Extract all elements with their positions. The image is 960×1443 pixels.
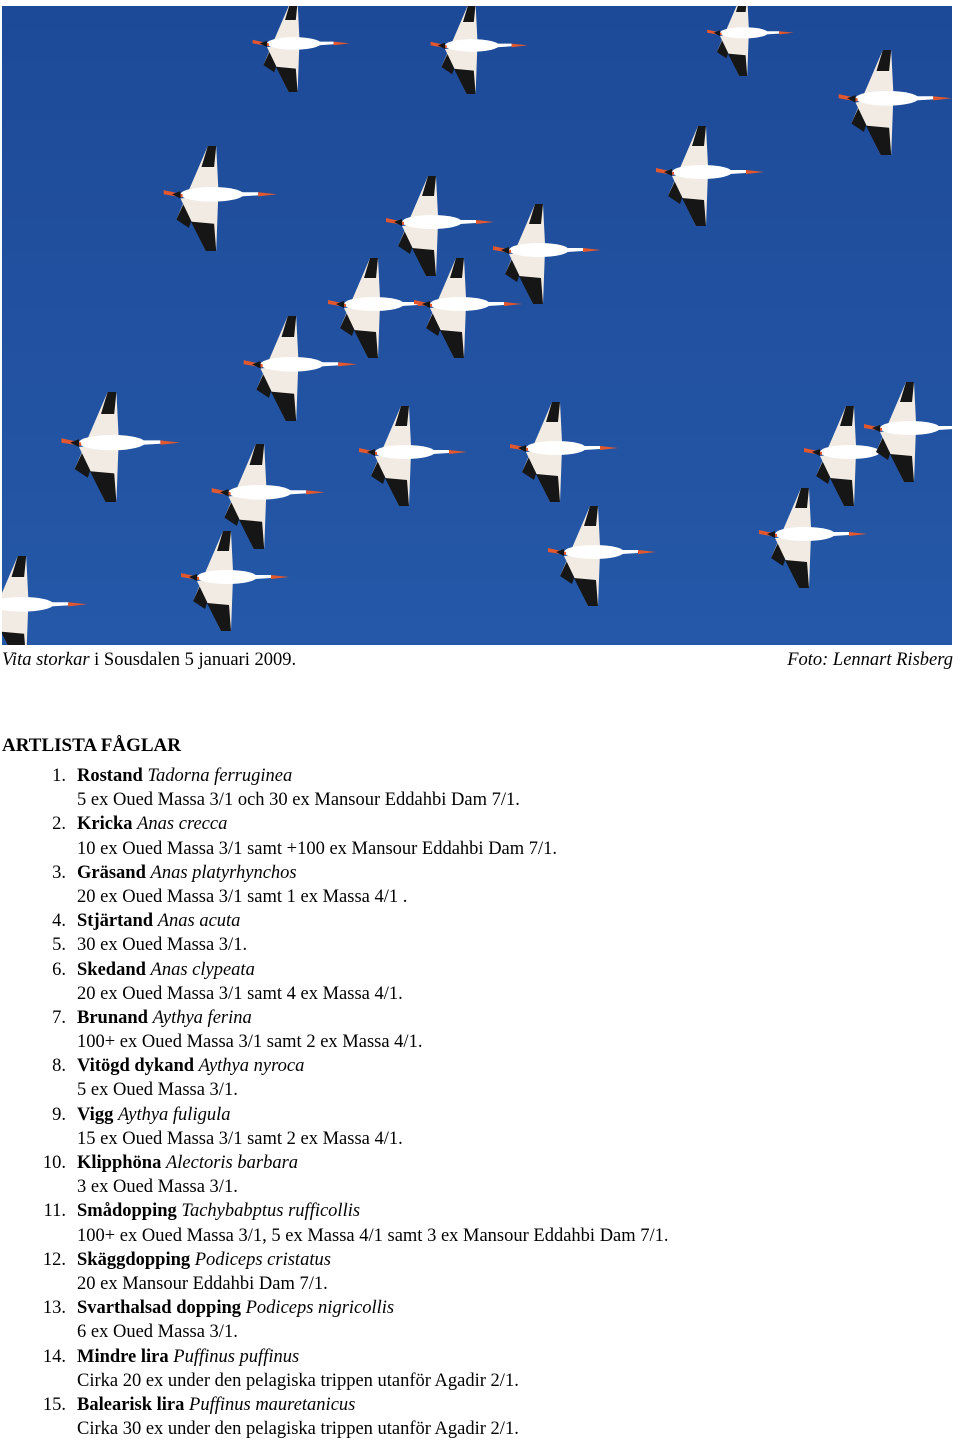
species-heading [77,1393,958,1417]
species-item [0,1054,958,1102]
species-scientific-name: Aythya fuligula [117,1104,231,1125]
species-number: 8. [52,1056,66,1077]
species-heading [77,764,958,788]
species-item [0,1151,958,1199]
species-heading [77,1006,958,1030]
species-scientific-name: Podiceps cristatus [194,1249,331,1270]
species-common-name: Vitögd dykand [77,1056,195,1077]
species-heading [77,812,958,836]
species-common-name: Vigg [77,1104,114,1125]
species-heading [77,1296,958,1320]
species-observation: 5 ex Oued Massa 3/1. [77,1080,238,1101]
species-heading [77,1054,958,1078]
species-number: 2. [52,814,66,835]
species-common-name: Balearisk lira [77,1394,185,1415]
caption-location-date: i Sousdalen 5 januari 2009. [89,650,297,670]
species-scientific-name: Tadorna ferruginea [147,766,293,786]
species-observation: 100+ ex Oued Massa 3/1 samt 2 ex Massa 4/1. [77,1032,423,1053]
species-item [0,909,958,933]
species-number: 7. [52,1007,66,1028]
caption-species: Vita storkar [2,650,90,670]
species-scientific-name: Anas crecca [137,814,228,835]
species-number: 13. [42,1298,66,1319]
species-number: 9. [52,1104,66,1125]
species-common-name: Brunand [77,1007,148,1028]
species-common-name: Skedand [77,959,146,980]
species-list [0,764,958,1441]
species-item [0,861,958,909]
species-observation: 20 ex Oued Massa 3/1 samt 1 ex Massa 4/1 . [77,886,408,907]
species-scientific-name: Aythya nyroca [198,1056,305,1077]
species-common-name: Mindre lira [77,1346,169,1367]
species-scientific-name: Anas acuta [157,911,241,932]
species-observation: 20 ex Mansour Eddahbi Dam 7/1. [77,1273,328,1294]
species-scientific-name: Aythya ferina [152,1007,252,1028]
photo-caption [2,648,953,672]
caption-text [2,648,296,672]
species-item [0,1296,958,1344]
species-common-name: Stjärtand [77,911,154,932]
species-item [0,812,958,860]
species-common-name: Klipphöna [77,1153,162,1173]
species-scientific-name: Podiceps nigricollis [245,1298,395,1319]
species-scientific-name: Alectoris barbara [165,1153,299,1173]
species-item [0,1248,958,1296]
species-number: 6. [52,959,66,980]
photo-credit: Foto: Lennart Risberg [787,650,953,670]
species-number: 11. [43,1201,66,1222]
species-heading [77,1199,958,1223]
species-observation: 5 ex Oued Massa 3/1 och 30 ex Mansour Eddahbi Dam 7/1. [77,790,520,811]
species-item [0,958,958,1006]
species-heading [77,861,958,885]
species-common-name: Kricka [77,814,133,835]
storks-photo [2,6,952,645]
species-common-name: Skäggdopping [77,1249,191,1270]
species-heading [77,1248,958,1272]
species-observation: Cirka 20 ex under den pelagiska trippen utanför Agadir 2/1. [77,1370,519,1391]
species-heading [77,1103,958,1127]
species-number: 1. [52,766,66,786]
species-heading [77,958,958,982]
species-scientific-name: Puffinus mauretanicus [189,1394,356,1415]
species-observation: 15 ex Oued Massa 3/1 samt 2 ex Massa 4/1. [77,1128,403,1149]
species-number: 10. [42,1153,66,1173]
species-common-name: Svarthalsad dopping [77,1298,241,1319]
species-item [0,764,958,812]
species-number: 3. [52,862,66,883]
species-common-name: Rostand [77,766,143,786]
species-item [0,1393,958,1441]
species-scientific-name: Puffinus puffinus [173,1346,300,1367]
species-heading [77,1151,958,1175]
species-observation: 3 ex Oued Massa 3/1. [77,1177,238,1198]
species-item [0,933,958,957]
species-scientific-name: Tachybabptus rufficollis [181,1201,361,1222]
species-observation: 10 ex Oued Massa 3/1 samt +100 ex Mansour Eddahbi Dam 7/1. [77,838,558,859]
species-scientific-name: Anas clypeata [150,959,255,980]
species-observation: Cirka 30 ex under den pelagiska trippen utanför Agadir 2/1. [77,1419,519,1440]
species-observation: 30 ex Oued Massa 3/1. [77,935,248,956]
species-item [0,1345,958,1393]
species-number: 14. [42,1346,66,1367]
section-title: ARTLISTA FÅGLAR [2,735,181,756]
species-observation: 100+ ex Oued Massa 3/1, 5 ex Massa 4/1 samt 3 ex Mansour Eddahbi Dam 7/1. [77,1225,669,1246]
species-number: 4. [52,911,66,932]
species-heading [77,909,958,933]
species-number: 5. [52,935,66,956]
species-item [0,1006,958,1054]
species-heading [77,1345,958,1369]
species-observation: 6 ex Oued Massa 3/1. [77,1322,238,1343]
species-common-name: Gräsand [77,862,146,883]
species-observation: 20 ex Oued Massa 3/1 samt 4 ex Massa 4/1. [77,983,403,1004]
species-common-name: Smådopping [77,1201,177,1222]
species-item [0,1199,958,1247]
species-number: 12. [42,1249,66,1270]
species-number: 15. [42,1394,66,1415]
species-scientific-name: Anas platyrhynchos [150,862,297,883]
species-item [0,1103,958,1151]
